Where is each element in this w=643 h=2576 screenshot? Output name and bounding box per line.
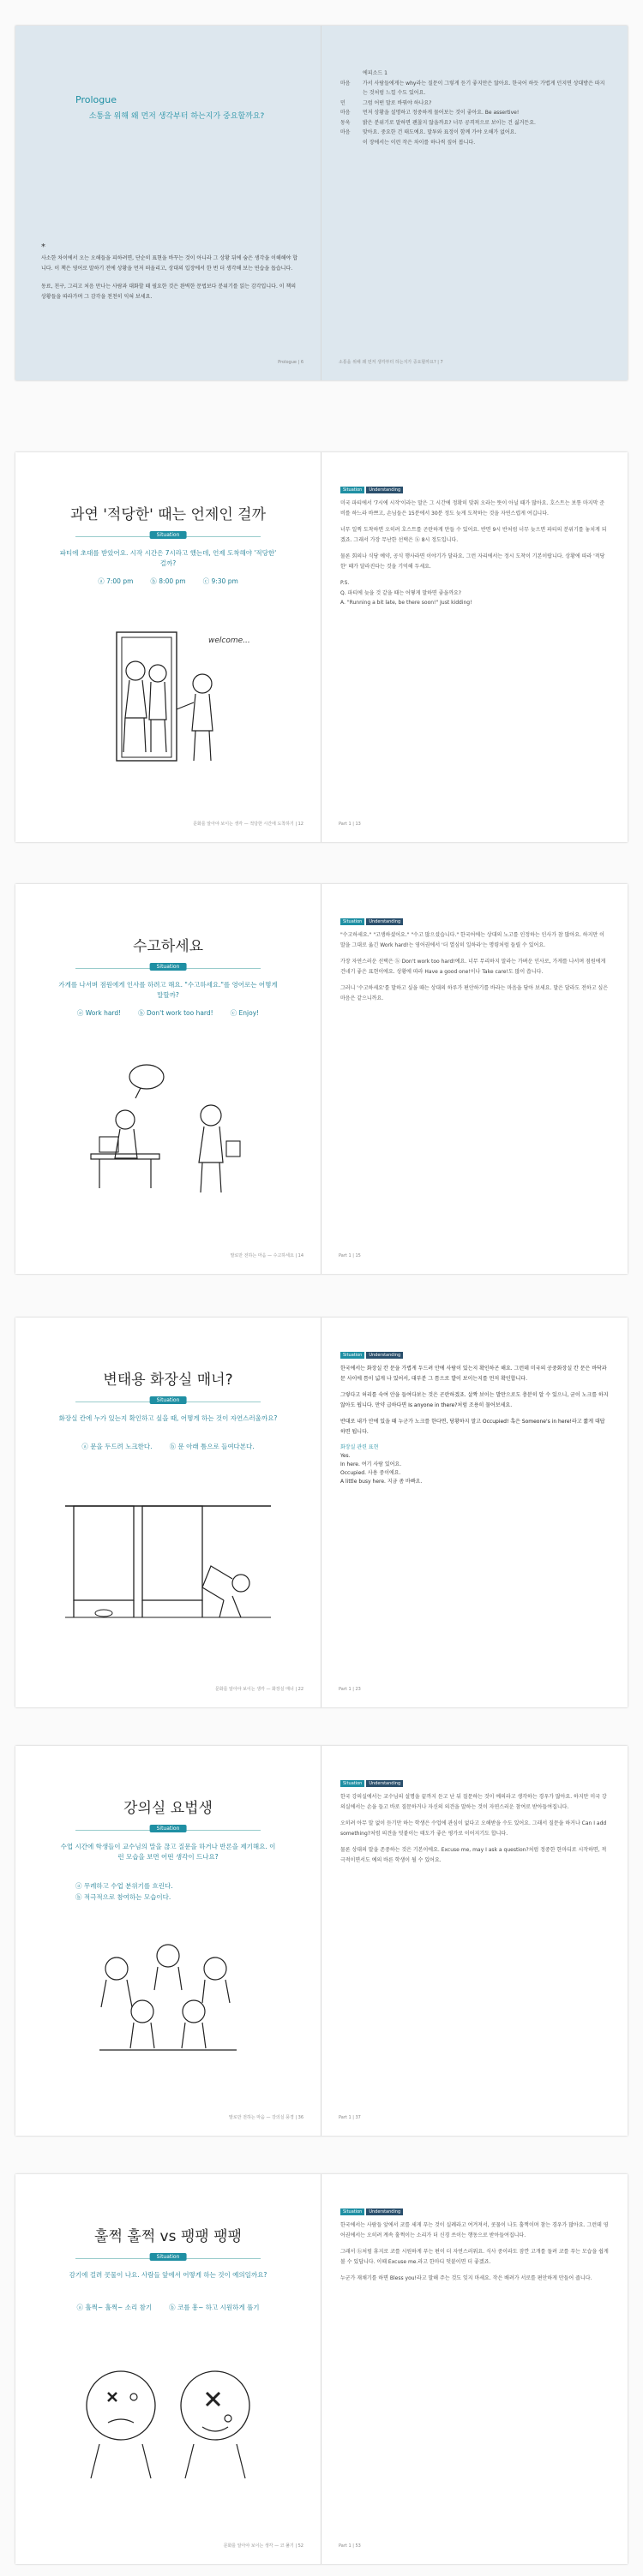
page-footer: Part 1 | 23 [339, 1687, 361, 1692]
question: 감기에 걸려 콧물이 나요. 사람들 앞에서 어떻게 하는 것이 예의일까요? [69, 2271, 267, 2279]
tag-situation: Situation [340, 918, 364, 925]
page-left [15, 2174, 322, 2564]
page-right [322, 884, 628, 1274]
spread-1 [15, 26, 628, 380]
vocab-item: Occupied. 사용 중이에요. [340, 1470, 401, 1476]
page-footer: Part 1 | 37 [339, 2115, 361, 2120]
tag-situation: Situation [340, 1352, 364, 1359]
vocab-item: In here. 여기 사람 있어요. [340, 1461, 402, 1467]
paragraph: 오히려 아무 말 없이 듣기만 하는 학생은 수업에 관심이 없다고 오해받을 수도 있어요. 그래서 질문을 하거나 Can I add something?처럼 의견을 덧붙이는 태도가 좋은 평가로 이어지기도 합니다. [340, 1820, 607, 1837]
vocab-title: 화장실 관련 표현 [340, 1444, 379, 1450]
paragraph: 너무 일찍 도착하면 오히려 호스트를 곤란하게 만들 수 있어요. 반면 9시 반처럼 너무 늦으면 파티의 분위기를 놓치게 되겠죠. 그래서 가장 무난한 선택은 ⓑ 8시 정도입니다. [340, 527, 607, 543]
page-prologue-left [15, 26, 322, 380]
ps-label: P.S. [340, 580, 350, 586]
speaker [340, 69, 358, 79]
question-line: Q. 파티에 늦을 것 같을 때는 어떻게 말하면 좋을까요? [340, 589, 461, 596]
paragraph: 누군가 재채기를 하면 Bless you!라고 말해 주는 것도 잊지 마세요. 작은 배려가 서로를 편안하게 만들어 줍니다. [340, 2275, 592, 2281]
line-text: 먼저 상황을 설명하고 정중하게 물어보는 것이 좋아요. Be assertive! [363, 110, 520, 116]
dialog-line [340, 128, 609, 138]
page-left [15, 1318, 322, 1707]
illustration-door [82, 624, 254, 769]
spread-3 [15, 884, 628, 1274]
speaker: 민 [340, 99, 346, 106]
line-text: 맞아요. 중요한 건 태도예요. 말투와 표정이 함께 가야 오해가 없어요. [363, 129, 517, 135]
dialog-line [340, 69, 609, 79]
section-tags [340, 2208, 403, 2215]
illustration-office [65, 1051, 271, 1197]
page-footer: 말로만 전하는 마음 — 수고하세요 | 14 [230, 1253, 303, 1258]
answer-line: A. "Running a bit late, be there soon!" Just kidding! [340, 600, 472, 606]
tag-situation: Situation [340, 487, 364, 493]
option: ⓑ 문 아래 틈으로 들여다본다. [169, 1443, 255, 1450]
spread-5 [15, 1746, 628, 2136]
paragraph: 미국 파티에서 '7시에 시작'이라는 말은 그 시간에 정확히 맞춰 오라는 뜻이 아닐 때가 많아요. 호스트는 보통 마지막 준비를 하느라 바쁘고, 손님들은 15분에서 30분 정도 늦게 도착하는 것을 자연스럽게 여깁니다. [340, 500, 605, 517]
body-text [340, 2220, 609, 2291]
body-text [340, 930, 609, 1010]
paragraph: 그렇다고 허리를 숙여 안을 들여다보는 것은 곤란하겠죠. 살짝 보이는 발만으로도 충분히 알 수 있으니, 굳이 노크를 하지 않아도 됩니다. 만약 급하다면 Is anyone in there?처럼 조용히 물어보세요. [340, 1392, 609, 1408]
option: ⓒ Enjoy! [230, 1009, 260, 1017]
asterisk-icon: * [41, 242, 45, 252]
situation-badge: Situation [150, 531, 187, 539]
option: ⓐ 무례하고 수업 분위기를 흐린다. [75, 1882, 173, 1890]
option: ⓐ 훌쩍~ 훌쩍~ 소리 참기 [76, 2304, 153, 2311]
spread-6 [15, 2174, 628, 2564]
line-text: 그럼 어떤 말로 바꿔야 하나요? [363, 99, 432, 106]
situation-badge: Situation [150, 963, 187, 971]
option: ⓑ 8:00 pm [150, 577, 186, 585]
options [50, 1008, 286, 1018]
prologue-subtitle: 소통을 위해 왜 먼저 생각부터 하는지가 중요할까요? [88, 112, 265, 121]
page-prologue-right [322, 26, 628, 380]
speaker: 동욱 [340, 119, 351, 126]
page-title: 강의실 요법생 [123, 1800, 213, 1817]
prologue-label: Prologue [75, 94, 117, 105]
options [50, 1442, 286, 1451]
dialog-line [340, 118, 609, 129]
vocab-box [340, 1443, 609, 1486]
paragraph: 동료, 친구, 그리고 처음 만나는 사람과 대화할 때 필요한 것은 완벽한 문법보다 분위기를 읽는 감각입니다. 이 책의 상황들을 따라가며 그 감각을 천천히 익혀 보세요. [41, 284, 297, 300]
tag-understanding: Understanding [366, 1780, 403, 1787]
tag-situation: Situation [340, 2208, 364, 2215]
option: ⓒ 9:30 pm [202, 577, 238, 585]
dialog-line [340, 108, 609, 118]
situation-badge: Situation [150, 2253, 187, 2261]
paragraph: 한국에서는 사람들 앞에서 코를 세게 푸는 것이 실례라고 여겨져서, 콧물이 나도 훌쩍이며 참는 경우가 많아요. 그런데 영어권에서는 오히려 계속 훌쩍이는 소리가 더 신경 쓰이는 행동으로 받아들여집니다. [340, 2222, 609, 2238]
dialog-line [340, 99, 609, 109]
speaker: 마음 [340, 80, 351, 87]
body-text [340, 1792, 609, 1872]
page-right [322, 2174, 628, 2564]
illustration-faces [65, 2354, 271, 2483]
page-right [322, 1318, 628, 1707]
spread-2 [15, 452, 628, 842]
section-tags [340, 1780, 403, 1787]
speaker [340, 138, 358, 148]
page-footer: Part 1 | 15 [339, 1253, 361, 1258]
options [75, 1881, 286, 1902]
page-right [322, 1746, 628, 2136]
body-text [340, 499, 609, 615]
page-left [15, 452, 322, 842]
paragraph: 물론 상대의 말을 존중하는 것은 기본이에요. Excuse me, may I ask a question?처럼 정중한 한마디로 시작하면, 적극적이면서도 예의 바른 학생이 될 수 있어요. [340, 1847, 607, 1863]
page-footer: Part 1 | 13 [339, 822, 361, 827]
body-text [340, 1364, 609, 1486]
situation-badge: Situation [150, 1396, 187, 1404]
page-footer: Prologue | 6 [278, 360, 303, 365]
options [50, 577, 286, 586]
section-tags [340, 487, 403, 493]
page-right [322, 452, 628, 842]
tag-understanding: Understanding [366, 918, 403, 925]
tag-understanding: Understanding [366, 487, 403, 493]
option: ⓐ Work hard! [76, 1009, 122, 1017]
option: ⓐ 문을 두드려 노크한다. [81, 1443, 153, 1450]
paragraph: 한국 강의실에서는 교수님의 설명을 끝까지 듣고 난 뒤 질문하는 것이 예의라고 생각하는 경우가 많아요. 하지만 미국 강의실에서는 손을 들고 바로 질문하거나 자신의 의견을 말하는 것이 자연스러운 참여로 받아들여집니다. [340, 1794, 607, 1810]
option: ⓑ Don't work too hard! [138, 1009, 213, 1017]
question: 파티에 초대를 받았어요. 시작 시간은 7시라고 했는데, 언제 도착해야 '적당한' 걸까? [59, 549, 277, 567]
option: ⓐ 7:00 pm [98, 577, 134, 585]
paragraph: 가장 자연스러운 선택은 ⓑ Don't work too hard!예요. 너무 무리하지 말라는 가벼운 인사로, 가게를 나서며 점원에게 건네기 좋은 표현이에요. 상황에 따라 Have a good one!이나 Take care!도 많이 씁니다. [340, 959, 606, 975]
page-footer: 문화를 알아야 보이는 생각 — 적당한 시간에 도착하기 | 12 [193, 822, 303, 827]
section-tags [340, 918, 403, 925]
page-left [15, 884, 322, 1274]
page-footer: Part 1 | 53 [339, 2543, 361, 2549]
speech-text: welcome... [208, 637, 250, 645]
paragraph: 물론 회의나 식당 예약, 공식 행사라면 이야기가 달라요. 그런 자리에서는 정시 도착이 기본이랍니다. 상황에 따라 '적당한' 때가 달라진다는 것을 기억해 두세요. [340, 553, 605, 570]
tag-understanding: Understanding [366, 2208, 403, 2215]
page-footer: 소통을 위해 왜 먼저 생각부터 하는지가 중요할까요? | 7 [339, 360, 443, 365]
page-title: 변태용 화장실 매너? [103, 1372, 233, 1389]
illustration-restroom [57, 1489, 279, 1626]
speaker: 마음 [340, 129, 351, 135]
line-text: 에피소드 1 [363, 70, 388, 76]
prologue-body [41, 254, 302, 310]
line-text: 가서 사람들에게는 why라는 질문이 그렇게 듣기 좋지만은 않아요. 한국어 하듯 가볍게 던지면 상대방은 따지는 것처럼 느낄 수도 있어요. [363, 80, 605, 96]
paragraph: 반대로 내가 안에 있을 때 누군가 노크를 한다면, 당황하지 말고 Occupied! 혹은 Someone's in here!라고 짧게 대답하면 됩니다. [340, 1419, 605, 1435]
option: ⓑ 코를 흥~ 하고 시원하게 풀기 [169, 2304, 260, 2311]
situation-badge: Situation [150, 1825, 187, 1832]
dialog-line [340, 138, 609, 148]
options [50, 2303, 286, 2312]
paragraph: 그래서 ⓑ처럼 휴지로 코를 시원하게 푸는 편이 더 자연스러워요. 식사 중이라도 잠깐 고개를 돌려 코를 푸는 모습을 쉽게 볼 수 있답니다. 이때 Excuse me.라고 한마디 덧붙이면 더 좋겠죠. [340, 2249, 609, 2265]
paragraph: "수고하세요." "고생하셨어요." "수고 많으셨습니다." 한국어에는 상대의 노고를 인정하는 인사가 참 많아요. 하지만 이 말을 그대로 옮긴 Work hard!는 영어권에서 '더 열심히 일하라'는 명령처럼 들릴 수 있어요. [340, 932, 604, 948]
section-tags [340, 1352, 403, 1359]
tag-understanding: Understanding [366, 1352, 403, 1359]
tag-situation: Situation [340, 1780, 364, 1787]
dialog [340, 69, 609, 147]
paragraph: 사소한 차이에서 오는 오해들을 피하려면, 단순히 표현을 바꾸는 것이 아니라 그 상황 뒤에 숨은 생각을 이해해야 합니다. 이 책은 영어로 말하기 전에 상황을 먼저 떠올리고, 상대의 입장에서 한 번 더 생각해 보는 연습을 돕습니다. [41, 255, 298, 272]
speaker: 마음 [340, 110, 351, 116]
line-text: 밝은 분위기로 말하면 괜찮지 않을까요? 너무 공격적으로 보이는 건 싫거든요. [363, 119, 536, 126]
paragraph: 한국에서는 화장실 칸 문을 가볍게 두드려 안에 사람이 있는지 확인하곤 해요. 그런데 미국의 공중화장실 칸 문은 바닥과 문 사이에 틈이 넓게 나 있어서, 대부분 그 틈으로 발이 보이는지를 먼저 확인합니다. [340, 1366, 607, 1382]
page-footer: 말로만 전하는 마음 — 강의실 풍경 | 36 [229, 2115, 303, 2120]
line-text: 이 장에서는 이런 작은 차이를 하나씩 짚어 봅니다. [363, 139, 476, 146]
vocab-item: A little busy here. 지금 좀 바빠요. [340, 1479, 423, 1485]
page-title: 수고하세요 [132, 938, 204, 955]
spread-4 [15, 1318, 628, 1707]
dialog-line [340, 79, 609, 99]
page-footer: 문화를 알아야 보이는 생각 — 코 풀기 | 52 [223, 2543, 303, 2549]
vocab-item: Yes. [340, 1453, 351, 1459]
page-title: 과연 '적당한' 때는 언제인 걸까 [69, 506, 267, 523]
page-left [15, 1746, 322, 2136]
option: ⓑ 적극적으로 참여하는 모습이다. [75, 1893, 171, 1901]
question: 가게를 나서며 점원에게 인사를 하려고 해요. "수고하세요."를 영어로는 어떻게 말할까? [58, 981, 278, 999]
page-footer: 문화를 알아야 보이는 생각 — 화장실 매너 | 22 [214, 1687, 303, 1692]
page-title: 훌쩍 훌쩍 vs 팽팽 팽팽 [94, 2228, 242, 2245]
paragraph: 그러니 '수고하세요'를 말하고 싶을 때는 상대의 하루가 편안하기를 바라는 마음을 담아 보세요. 말은 달라도 전하고 싶은 마음은 같으니까요. [340, 985, 609, 1001]
question: 화장실 칸에 누가 있는지 확인하고 싶을 때, 어떻게 하는 것이 자연스러울까요? [58, 1414, 278, 1422]
illustration-classroom [65, 1930, 271, 2059]
question: 수업 시간에 학생들이 교수님의 말을 끊고 질문을 하거나 반론을 제기해요. 이런 모습을 보면 어떤 생각이 드나요? [60, 1843, 276, 1861]
